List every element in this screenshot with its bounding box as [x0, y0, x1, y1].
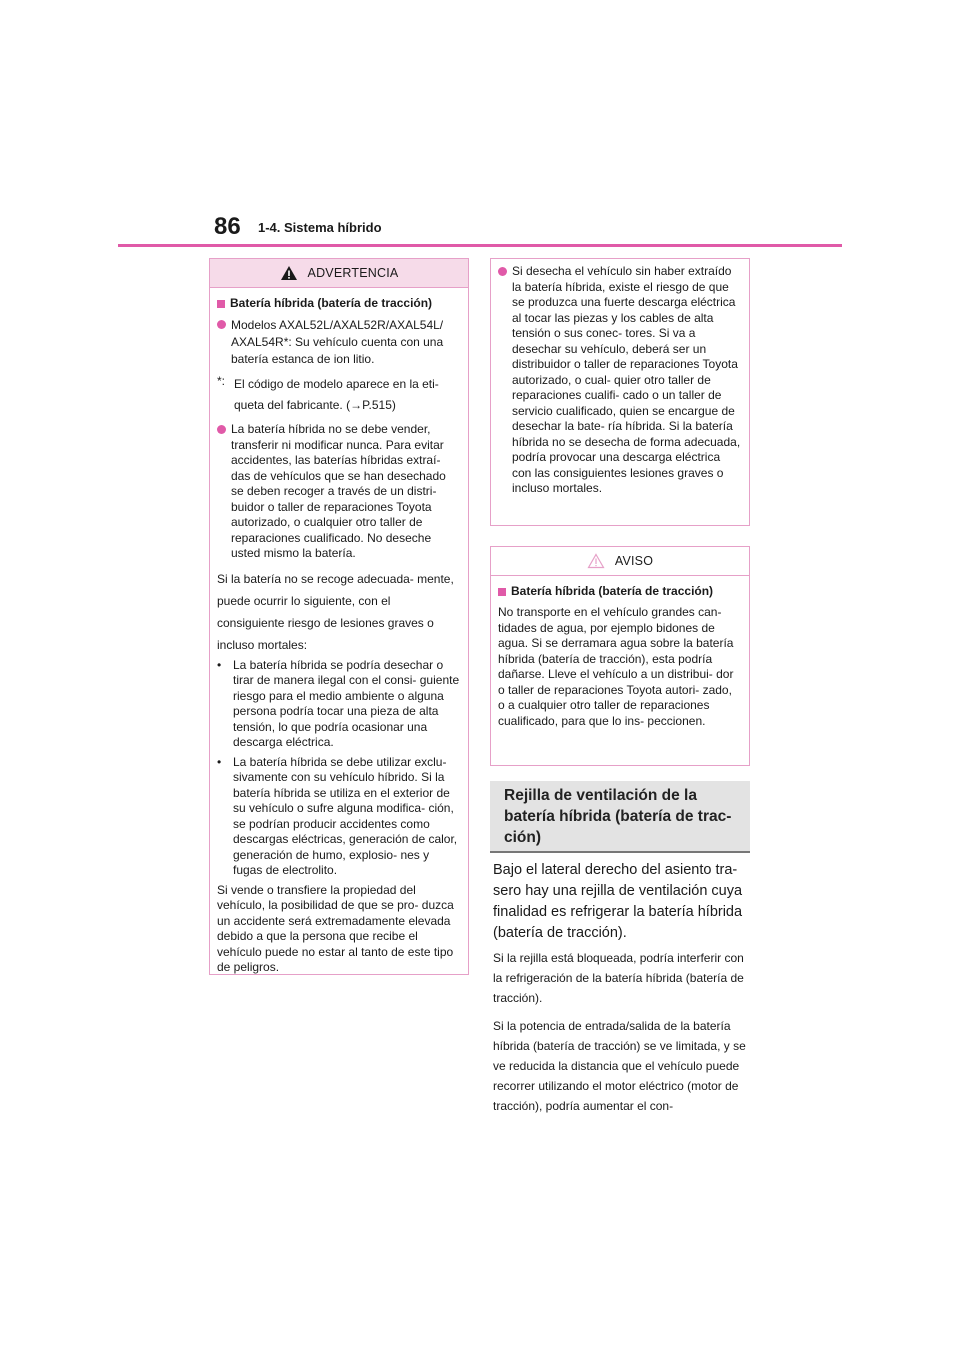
- warning-item-disposal: La batería híbrida no se debe vender, transferir ni modificar nunca. Para evitar accidentes, las baterías híbridas extraí- das de vehículos que se han desechado se deben recoger a través de un distri- buidor o taller de reparaciones Toyota autorizado, o cualquier otro taller de reparaciones cualificado. No deseche usted mismo la batería.: [231, 422, 446, 560]
- warning-bullet-2: La batería híbrida se debe utilizar exclu- sivamente con su vehículo híbrido. Si la batería híbrida se utiliza en el exterior de su vehículo o sufre alguna modifica- ción, se podrían producir accidentes como descargas eléctricas, generación de calor, generación de humo, explosio- nes y fugas de electrolito.: [233, 754, 458, 877]
- footnote: [217, 374, 460, 416]
- warning-title: ADVERTENCIA: [307, 266, 399, 280]
- page-number: 86: [214, 213, 241, 240]
- footnote-marker: *:: [217, 374, 226, 388]
- warning-paragraph: Si vende o transfiere la propiedad del vehículo, la posibilidad de que se pro- duzca un accidente será extremadamente elevada debido a que la persona que recibe el vehículo puede no estar al tanto de este tipo de peligros.: [217, 882, 454, 974]
- header-rule: [118, 244, 842, 247]
- list-item: [217, 422, 460, 562]
- dot-bullet-icon: [217, 425, 226, 434]
- notice-title: AVISO: [614, 554, 654, 568]
- section-lead: Bajo el lateral derecho del asiento tra- sero hay una rejilla de ventilación cuya finalidad es refrigerar la batería híbrida (batería de tracción).: [493, 862, 743, 941]
- notice-text: No transporte en el vehículo grandes can- tidades de agua, por ejemplo bidones de agua. Si se derramara agua sobre la batería híbrida (batería de tracción), esta podría dañarse. Lleve el vehículo a un distribui- dor o taller de reparaciones Toyota autori- zado, o a cualquier otro taller de reparaciones cualificado, para que lo ins- peccionen.: [498, 605, 734, 728]
- square-bullet-icon: [498, 588, 506, 596]
- section-heading-box: [490, 781, 750, 853]
- warning-box: [209, 258, 469, 975]
- notice-box: [490, 546, 750, 766]
- footnote-text: El código de modelo aparece en la eti- queta del fabricante. (→P.515): [234, 377, 439, 412]
- notice-header: [491, 547, 749, 576]
- section-paragraph: Si la potencia de entrada/salida de la batería híbrida (batería de tracción) se ve limitada, y se ve reducida la distancia que el vehículo puede recorrer utilizando el motor eléctrico (motor de tracción), podría aumentar el con-: [493, 1019, 746, 1113]
- warning-item-scrapping: Si desecha el vehículo sin haber extraído la batería híbrida, existe el riesgo de que se produzca una fuerte descarga eléctrica al tocar las piezas y los cables de alta tensión o sus conec- tores. Si va a desechar su vehículo, deberá ser un distribuidor o taller de reparaciones Toyota autorizado, o cual- quier otro taller de reparaciones cualifi- cado o un taller de servicio cualificado, quien se encargue de desechar la bate- ría híbrida. Si la batería híbrida no se desecha de forma adecuada, podría provocar una descarga eléctrica con las consiguientes lesiones graves o incluso mortales.: [512, 264, 741, 495]
- warning-box-continued: [490, 258, 750, 526]
- square-bullet-icon: [217, 300, 225, 308]
- caution-icon: [587, 553, 605, 569]
- section-title: Rejilla de ventilación de la batería híbrida (batería de trac- ción): [504, 787, 732, 846]
- dot-bullet-icon: [217, 320, 226, 329]
- warning-subtitle: Batería híbrida (batería de tracción): [217, 296, 460, 311]
- warning-item-models: Modelos AXAL52L/AXAL52R/AXAL54L/ AXAL54R*: Su vehículo cuenta con una batería estanca de ion litio.: [231, 318, 444, 366]
- section-body: [493, 948, 751, 1124]
- notice-subtitle: Batería híbrida (batería de tracción): [498, 584, 741, 599]
- warning-bullet-1: La batería híbrida se podría desechar o tirar de manera ilegal con el consi- guiente riesgo para el medio ambiente o alguna persona podría tocar una pieza de alta tensión, lo que podría ocasionar una descarga eléctrica.: [233, 657, 460, 749]
- list-item: [217, 755, 460, 879]
- warning-paragraph: Si la batería no se recoge adecuada- mente, puede ocurrir lo siguiente, con el consiguiente riesgo de lesiones graves o incluso mortales:: [217, 571, 454, 652]
- warning-header: [210, 259, 468, 288]
- list-item: [498, 264, 741, 497]
- warning-icon: [280, 265, 298, 281]
- list-item: [217, 658, 460, 751]
- chapter-title: 1-4. Sistema híbrido: [258, 220, 382, 235]
- bullet-mark: •: [217, 754, 222, 769]
- bullet-mark: •: [217, 657, 222, 672]
- section-paragraph: Si la rejilla está bloqueada, podría interferir con la refrigeración de la batería híbrida (batería de tracción).: [493, 951, 744, 1005]
- dot-bullet-icon: [498, 267, 507, 276]
- list-item: [217, 317, 460, 368]
